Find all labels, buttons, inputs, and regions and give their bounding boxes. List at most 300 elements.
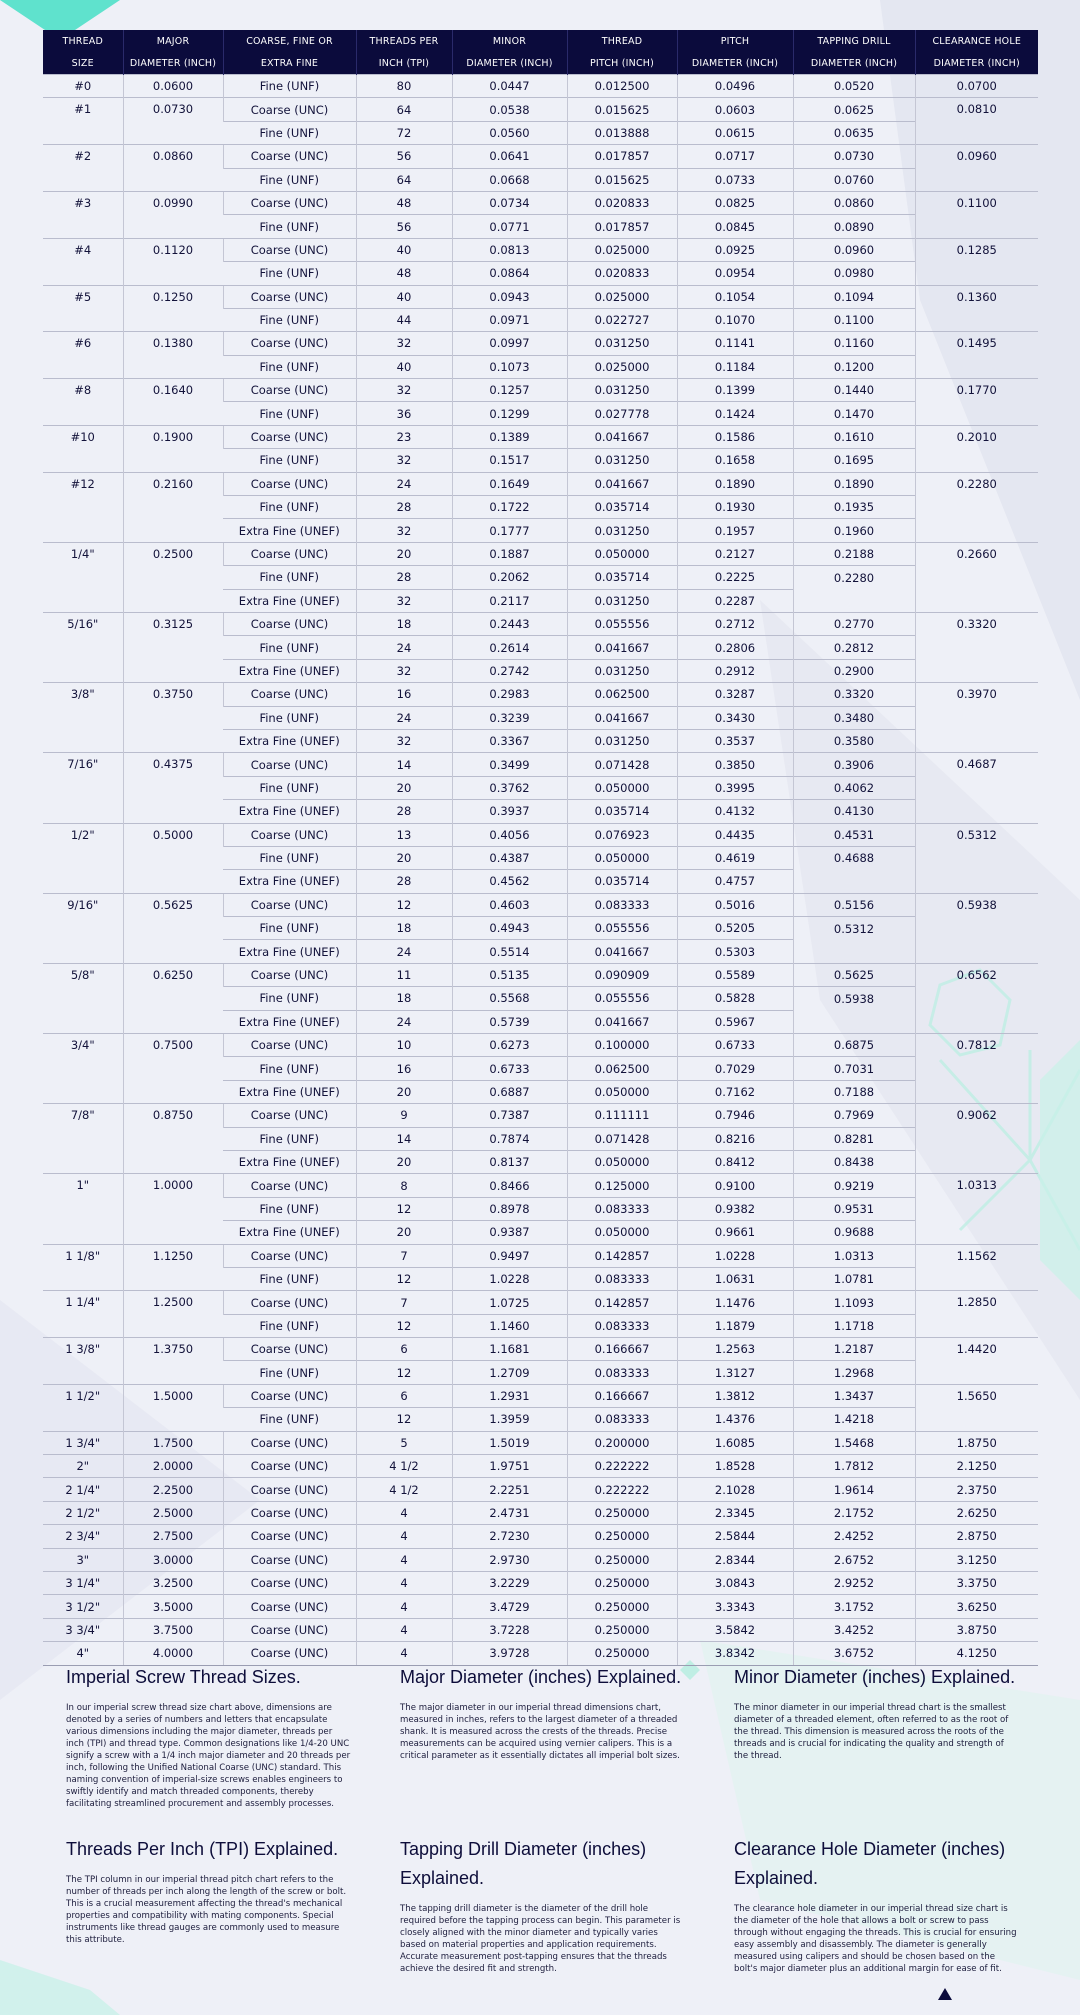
tpi-cell: 64 <box>356 98 452 121</box>
pitch-diameter-cell: 0.3850 <box>677 753 793 776</box>
header-row-1 <box>43 30 1038 52</box>
tapping-drill-cell: 0.0960 <box>793 238 915 261</box>
major-diameter-cell: 3.0000 <box>123 1548 223 1571</box>
thread-pitch-cell: 0.017857 <box>567 145 677 168</box>
thread-pitch-cell: 0.062500 <box>567 683 677 706</box>
tpi-cell: 28 <box>356 496 452 519</box>
pitch-diameter-cell: 1.0228 <box>677 1244 793 1267</box>
tapping-drill-cell: 0.5156 <box>793 893 915 916</box>
thread-pitch-cell: 0.041667 <box>567 472 677 495</box>
pitch-diameter-cell: 2.5844 <box>677 1525 793 1548</box>
major-diameter-cell: 0.0600 <box>123 75 223 98</box>
thread-type-cell: Fine (UNF) <box>223 776 356 799</box>
minor-diameter-cell: 0.8978 <box>452 1197 567 1220</box>
tpi-cell: 4 1/2 <box>356 1455 452 1478</box>
col-header-thread-size-line1: THREAD <box>43 30 123 52</box>
thread-pitch-cell: 0.031250 <box>567 519 677 542</box>
minor-diameter-cell: 0.0943 <box>452 285 567 308</box>
tpi-cell: 23 <box>356 425 452 448</box>
table-row <box>43 1338 1038 1361</box>
thread-pitch-cell: 0.090909 <box>567 963 677 986</box>
thread-pitch-cell: 0.022727 <box>567 308 677 331</box>
tpi-cell: 32 <box>356 379 452 402</box>
minor-diameter-cell: 0.0560 <box>452 121 567 144</box>
tapping-drill-cell: 0.1094 <box>793 285 915 308</box>
thread-pitch-cell: 0.020833 <box>567 262 677 285</box>
tapping-drill-cell: 0.5938 <box>793 987 915 1010</box>
pitch-diameter-cell: 3.3343 <box>677 1595 793 1618</box>
major-diameter-cell: 0.1120 <box>123 238 223 285</box>
thread-type-cell: Coarse (UNC) <box>223 753 356 776</box>
pitch-diameter-cell: 0.1930 <box>677 496 793 519</box>
tpi-cell: 8 <box>356 1174 452 1197</box>
thread-type-cell: Coarse (UNC) <box>223 1595 356 1618</box>
pitch-diameter-cell: 0.2912 <box>677 659 793 682</box>
thread-type-cell: Fine (UNF) <box>223 262 356 285</box>
tpi-cell: 56 <box>356 145 452 168</box>
table-row <box>43 1384 1038 1407</box>
minor-diameter-cell: 0.2983 <box>452 683 567 706</box>
thread-size-cell: 3/8" <box>43 683 123 753</box>
minor-diameter-cell: 0.4603 <box>452 893 567 916</box>
table-row <box>43 683 1038 706</box>
major-diameter-cell: 1.7500 <box>123 1431 223 1454</box>
tpi-cell: 80 <box>356 75 452 98</box>
thread-type-cell: Coarse (UNC) <box>223 1478 356 1501</box>
thread-pitch-cell: 0.031250 <box>567 729 677 752</box>
minor-diameter-cell: 0.4943 <box>452 917 567 940</box>
tpi-cell: 20 <box>356 846 452 869</box>
major-diameter-cell: 1.0000 <box>123 1174 223 1244</box>
tpi-cell: 20 <box>356 1221 452 1244</box>
minor-diameter-cell: 0.0538 <box>452 98 567 121</box>
major-diameter-cell: 0.5625 <box>123 893 223 963</box>
tapping-drill-cell: 2.9252 <box>793 1572 915 1595</box>
table-row <box>43 1478 1038 1501</box>
tapping-drill-cell: 0.2812 <box>793 636 915 659</box>
thread-pitch-cell: 0.166667 <box>567 1384 677 1407</box>
thread-type-cell: Fine (UNF) <box>223 1267 356 1290</box>
section-body: The major diameter in our imperial thread dimensions chart, measured in inches, refers to the largest diameter of a threaded shank. It is measured across the crests of the threads. Precise measurements can be acquired using vernier calipers. This is a critical parameter as it essentially dictates all imperial bolt sizes. <box>400 1703 680 1761</box>
thread-pitch-cell: 0.222222 <box>567 1455 677 1478</box>
thread-pitch-cell: 0.015625 <box>567 98 677 121</box>
tpi-cell: 13 <box>356 823 452 846</box>
tapping-drill-cell: 0.1200 <box>793 355 915 378</box>
tpi-cell: 48 <box>356 191 452 214</box>
tpi-cell: 6 <box>356 1338 452 1361</box>
thread-pitch-cell: 0.083333 <box>567 1314 677 1337</box>
tapping-drill-cell: 0.0890 <box>793 215 915 238</box>
tapping-drill-cell: 0.0520 <box>793 75 915 98</box>
major-diameter-cell: 1.3750 <box>123 1338 223 1385</box>
pitch-diameter-cell: 0.7946 <box>677 1104 793 1127</box>
thread-size-cell: 1/4" <box>43 542 123 612</box>
thread-size-cell: 1 3/8" <box>43 1338 123 1385</box>
tpi-cell: 18 <box>356 917 452 940</box>
clearance-hole-cell: 0.1770 <box>915 379 1038 426</box>
thread-pitch-cell: 0.250000 <box>567 1548 677 1571</box>
tpi-cell: 32 <box>356 332 452 355</box>
thread-pitch-cell: 0.055556 <box>567 612 677 635</box>
pitch-diameter-cell: 0.2127 <box>677 542 793 565</box>
tpi-cell: 4 1/2 <box>356 1478 452 1501</box>
thread-pitch-cell: 0.250000 <box>567 1501 677 1524</box>
thread-type-cell: Coarse (UNC) <box>223 1104 356 1127</box>
clearance-hole-cell: 4.1250 <box>915 1642 1038 1665</box>
tapping-drill-cell: 0.2770 <box>793 612 915 635</box>
pitch-diameter-cell: 0.5589 <box>677 963 793 986</box>
tapping-drill-cell: 2.4252 <box>793 1525 915 1548</box>
pitch-diameter-cell: 0.2225 <box>677 566 793 589</box>
thread-type-cell: Coarse (UNC) <box>223 963 356 986</box>
major-diameter-cell: 0.8750 <box>123 1104 223 1174</box>
tpi-cell: 7 <box>356 1244 452 1267</box>
pitch-diameter-cell: 0.7162 <box>677 1080 793 1103</box>
thread-pitch-cell: 0.050000 <box>567 542 677 565</box>
pitch-diameter-cell: 0.5303 <box>677 940 793 963</box>
tapping-drill-cell: 0.1610 <box>793 425 915 448</box>
thread-size-cell: #0 <box>43 75 123 98</box>
thread-type-cell: Coarse (UNC) <box>223 1501 356 1524</box>
tpi-cell: 12 <box>356 1408 452 1431</box>
clearance-hole-cell: 0.0810 <box>915 98 1038 145</box>
section-tpi <box>66 1835 351 1946</box>
thread-pitch-cell: 0.041667 <box>567 425 677 448</box>
clearance-hole-cell: 3.1250 <box>915 1548 1038 1571</box>
major-diameter-cell: 3.2500 <box>123 1572 223 1595</box>
section-body: The minor diameter in our imperial thread chart is the smallest diameter of a threaded element, often referred to as the root of the thread. This dimension is measured across the roots of the threads and is crucial for indicating the quality and strength of the thread. <box>734 1703 1009 1761</box>
thread-pitch-cell: 0.250000 <box>567 1595 677 1618</box>
tpi-cell: 4 <box>356 1618 452 1641</box>
tapping-drill-cell: 0.3580 <box>793 729 915 752</box>
pitch-diameter-cell: 2.3345 <box>677 1501 793 1524</box>
thread-size-cell: 9/16" <box>43 893 123 963</box>
thread-type-cell: Fine (UNF) <box>223 402 356 425</box>
tapping-drill-cell: 1.0313 <box>793 1244 915 1267</box>
minor-diameter-cell: 0.0864 <box>452 262 567 285</box>
clearance-hole-cell: 0.7812 <box>915 1034 1038 1104</box>
tpi-cell: 4 <box>356 1501 452 1524</box>
thread-pitch-cell: 0.050000 <box>567 1080 677 1103</box>
minor-diameter-cell: 0.0813 <box>452 238 567 261</box>
pitch-diameter-cell: 1.1879 <box>677 1314 793 1337</box>
minor-diameter-cell: 0.5568 <box>452 987 567 1010</box>
tpi-cell: 20 <box>356 542 452 565</box>
thread-type-cell: Fine (UNF) <box>223 846 356 869</box>
minor-diameter-cell: 0.0771 <box>452 215 567 238</box>
clearance-hole-cell: 0.6562 <box>915 963 1038 1033</box>
pitch-diameter-cell: 0.1141 <box>677 332 793 355</box>
tapping-drill-cell: 0.4062 <box>793 776 915 799</box>
tpi-cell: 14 <box>356 1127 452 1150</box>
tapping-drill-cell: 0.9688 <box>793 1221 915 1244</box>
minor-diameter-cell: 1.2709 <box>452 1361 567 1384</box>
major-diameter-cell: 3.5000 <box>123 1595 223 1618</box>
pitch-diameter-cell: 0.0825 <box>677 191 793 214</box>
section-title: Minor Diameter (inches) Explained. <box>734 1667 1016 1687</box>
thread-type-cell: Coarse (UNC) <box>223 1431 356 1454</box>
tpi-cell: 12 <box>356 1267 452 1290</box>
pitch-diameter-cell: 0.0845 <box>677 215 793 238</box>
tpi-cell: 36 <box>356 402 452 425</box>
tpi-cell: 20 <box>356 1080 452 1103</box>
major-diameter-cell: 2.5000 <box>123 1501 223 1524</box>
tapping-drill-cell: 0.5625 <box>793 963 915 986</box>
minor-diameter-cell: 0.9497 <box>452 1244 567 1267</box>
tapping-drill-cell: 0.8438 <box>793 1150 915 1173</box>
tpi-cell: 32 <box>356 729 452 752</box>
tapping-drill-cell: 0.0730 <box>793 145 915 168</box>
tapping-drill-cell: 0.4130 <box>793 800 915 823</box>
clearance-hole-cell: 1.4420 <box>915 1338 1038 1385</box>
pitch-diameter-cell: 0.4132 <box>677 800 793 823</box>
col-header-pitch-diameter-line1: PITCH <box>677 30 793 52</box>
thread-type-cell: Fine (UNF) <box>223 1314 356 1337</box>
minor-diameter-cell: 0.5135 <box>452 963 567 986</box>
thread-type-cell: Extra Fine (UNEF) <box>223 519 356 542</box>
thread-type-cell: Extra Fine (UNEF) <box>223 1221 356 1244</box>
thread-type-cell: Fine (UNF) <box>223 496 356 519</box>
thread-size-cell: #8 <box>43 379 123 426</box>
tapping-drill-cell <box>793 870 915 893</box>
pitch-diameter-cell: 1.8528 <box>677 1455 793 1478</box>
major-diameter-cell: 3.7500 <box>123 1618 223 1641</box>
header-row-2 <box>43 52 1038 75</box>
tpi-cell: 16 <box>356 683 452 706</box>
pitch-diameter-cell: 0.7029 <box>677 1057 793 1080</box>
thread-size-cell: #10 <box>43 425 123 472</box>
pitch-diameter-cell: 1.3812 <box>677 1384 793 1407</box>
tapping-drill-cell: 0.1160 <box>793 332 915 355</box>
tapping-drill-cell: 0.1890 <box>793 472 915 495</box>
tpi-cell: 28 <box>356 566 452 589</box>
tapping-drill-cell <box>793 1010 915 1033</box>
tpi-cell: 24 <box>356 472 452 495</box>
clearance-hole-cell: 1.5650 <box>915 1384 1038 1431</box>
clearance-hole-cell: 0.1100 <box>915 191 1038 238</box>
pitch-diameter-cell: 0.3287 <box>677 683 793 706</box>
minor-diameter-cell: 0.2443 <box>452 612 567 635</box>
tapping-drill-cell: 0.1100 <box>793 308 915 331</box>
thread-type-cell: Fine (UNF) <box>223 1127 356 1150</box>
table-row <box>43 1034 1038 1057</box>
thread-pitch-cell: 0.250000 <box>567 1642 677 1665</box>
tapping-drill-cell: 3.1752 <box>793 1595 915 1618</box>
pitch-diameter-cell: 0.4619 <box>677 846 793 869</box>
table-row <box>43 98 1038 121</box>
tpi-cell: 12 <box>356 893 452 916</box>
thread-size-cell: 2 1/2" <box>43 1501 123 1524</box>
tpi-cell: 4 <box>356 1572 452 1595</box>
table-row <box>43 1618 1038 1641</box>
tapping-drill-cell: 1.7812 <box>793 1455 915 1478</box>
pitch-diameter-cell: 0.4435 <box>677 823 793 846</box>
thread-type-cell: Fine (UNF) <box>223 1408 356 1431</box>
pitch-diameter-cell: 0.3537 <box>677 729 793 752</box>
thread-pitch-cell: 0.062500 <box>567 1057 677 1080</box>
pitch-diameter-cell: 0.8216 <box>677 1127 793 1150</box>
pitch-diameter-cell: 1.4376 <box>677 1408 793 1431</box>
tpi-cell: 10 <box>356 1034 452 1057</box>
tpi-cell: 7 <box>356 1291 452 1314</box>
thread-type-cell: Coarse (UNC) <box>223 98 356 121</box>
thread-type-cell: Coarse (UNC) <box>223 425 356 448</box>
pitch-diameter-cell: 0.5967 <box>677 1010 793 1033</box>
major-diameter-cell: 1.2500 <box>123 1291 223 1338</box>
tpi-cell: 28 <box>356 800 452 823</box>
pitch-diameter-cell: 0.2806 <box>677 636 793 659</box>
minor-diameter-cell: 0.2614 <box>452 636 567 659</box>
thread-pitch-cell: 0.025000 <box>567 285 677 308</box>
tapping-drill-cell: 0.4688 <box>793 846 915 869</box>
tpi-cell: 14 <box>356 753 452 776</box>
clearance-hole-cell: 0.3320 <box>915 612 1038 682</box>
thread-pitch-cell: 0.071428 <box>567 753 677 776</box>
thread-pitch-cell: 0.041667 <box>567 636 677 659</box>
thread-pitch-cell: 0.027778 <box>567 402 677 425</box>
clearance-hole-cell: 1.0313 <box>915 1174 1038 1244</box>
thread-type-cell: Coarse (UNC) <box>223 1244 356 1267</box>
pitch-diameter-cell: 3.5842 <box>677 1618 793 1641</box>
tpi-cell: 5 <box>356 1431 452 1454</box>
thread-size-cell: 1 1/8" <box>43 1244 123 1291</box>
thread-type-cell: Fine (UNF) <box>223 1361 356 1384</box>
tapping-drill-cell: 0.3480 <box>793 706 915 729</box>
clearance-hole-cell: 0.3970 <box>915 683 1038 753</box>
table-row <box>43 893 1038 916</box>
thread-pitch-cell: 0.012500 <box>567 75 677 98</box>
tapping-drill-cell: 0.3906 <box>793 753 915 776</box>
thread-size-cell: #5 <box>43 285 123 332</box>
minor-diameter-cell: 0.7387 <box>452 1104 567 1127</box>
pitch-diameter-cell: 0.2287 <box>677 589 793 612</box>
pitch-diameter-cell: 0.4757 <box>677 870 793 893</box>
section-tapping-drill <box>400 1835 685 1975</box>
tapping-drill-cell: 1.2968 <box>793 1361 915 1384</box>
pitch-diameter-cell: 0.9382 <box>677 1197 793 1220</box>
major-diameter-cell: 4.0000 <box>123 1642 223 1665</box>
section-minor-diameter <box>734 1663 1019 1762</box>
thread-type-cell: Fine (UNF) <box>223 636 356 659</box>
minor-diameter-cell: 0.1722 <box>452 496 567 519</box>
thread-type-cell: Fine (UNF) <box>223 215 356 238</box>
thread-type-cell: Coarse (UNC) <box>223 472 356 495</box>
tpi-cell: 12 <box>356 1361 452 1384</box>
major-diameter-cell: 0.0860 <box>123 145 223 192</box>
thread-size-cell: 1 3/4" <box>43 1431 123 1454</box>
tapping-drill-cell: 3.4252 <box>793 1618 915 1641</box>
thread-size-cell: #3 <box>43 191 123 238</box>
pitch-diameter-cell: 0.5828 <box>677 987 793 1010</box>
minor-diameter-cell: 0.4056 <box>452 823 567 846</box>
table-row <box>43 191 1038 214</box>
section-title: Clearance Hole Diameter (inches) Explained. <box>734 1839 1006 1888</box>
table-row <box>43 612 1038 635</box>
section-thread-sizes <box>66 1663 351 1810</box>
tapping-drill-cell <box>793 940 915 963</box>
minor-diameter-cell: 0.3499 <box>452 753 567 776</box>
thread-type-cell: Coarse (UNC) <box>223 332 356 355</box>
thread-pitch-cell: 0.100000 <box>567 1034 677 1057</box>
thread-pitch-cell: 0.111111 <box>567 1104 677 1127</box>
tpi-cell: 4 <box>356 1525 452 1548</box>
tpi-cell: 40 <box>356 238 452 261</box>
major-diameter-cell: 0.2160 <box>123 472 223 542</box>
section-title: Tapping Drill Diameter (inches) Explained. <box>400 1839 647 1888</box>
pitch-diameter-cell: 0.1658 <box>677 449 793 472</box>
tapping-drill-cell: 0.0635 <box>793 121 915 144</box>
table-row <box>43 1291 1038 1314</box>
tapping-drill-cell: 0.7969 <box>793 1104 915 1127</box>
clearance-hole-cell: 1.2850 <box>915 1291 1038 1338</box>
table-body <box>43 75 1038 1666</box>
tpi-cell: 4 <box>356 1548 452 1571</box>
minor-diameter-cell: 2.9730 <box>452 1548 567 1571</box>
pitch-diameter-cell: 0.3995 <box>677 776 793 799</box>
table-row <box>43 238 1038 261</box>
tpi-cell: 40 <box>356 355 452 378</box>
thread-pitch-cell: 0.083333 <box>567 893 677 916</box>
col-header-thread-size-line2: SIZE <box>43 52 123 75</box>
pitch-diameter-cell: 0.1957 <box>677 519 793 542</box>
tpi-cell: 72 <box>356 121 452 144</box>
section-title: Major Diameter (inches) Explained. <box>400 1667 682 1687</box>
major-diameter-cell: 0.1250 <box>123 285 223 332</box>
thread-size-cell: 2" <box>43 1455 123 1478</box>
section-body: The TPI column in our imperial thread pitch chart refers to the number of threads per inch along the length of the screw or bolt. This is a crucial measurement affecting the thread's mechanical properties and compatibility with mating components. Special instruments like thread gauges are commonly used to measure this attribute. <box>66 1875 347 1945</box>
major-diameter-cell: 0.5000 <box>123 823 223 893</box>
major-diameter-cell: 0.1900 <box>123 425 223 472</box>
thread-type-cell: Coarse (UNC) <box>223 893 356 916</box>
thread-size-cell: 3" <box>43 1548 123 1571</box>
tapping-drill-cell: 0.7031 <box>793 1057 915 1080</box>
col-header-major-diameter-line2: DIAMETER (INCH) <box>123 52 223 75</box>
minor-diameter-cell: 0.9387 <box>452 1221 567 1244</box>
thread-type-cell: Coarse (UNC) <box>223 1384 356 1407</box>
major-diameter-cell: 0.0990 <box>123 191 223 238</box>
pitch-diameter-cell: 0.1070 <box>677 308 793 331</box>
thread-type-cell: Coarse (UNC) <box>223 1291 356 1314</box>
thread-type-cell: Fine (UNF) <box>223 987 356 1010</box>
minor-diameter-cell: 2.7230 <box>452 1525 567 1548</box>
tpi-cell: 18 <box>356 612 452 635</box>
thread-type-cell: Coarse (UNC) <box>223 1548 356 1571</box>
thread-pitch-cell: 0.083333 <box>567 1361 677 1384</box>
tpi-cell: 12 <box>356 1314 452 1337</box>
pitch-diameter-cell: 1.2563 <box>677 1338 793 1361</box>
minor-diameter-cell: 0.7874 <box>452 1127 567 1150</box>
tpi-cell: 56 <box>356 215 452 238</box>
tapping-drill-cell: 0.1440 <box>793 379 915 402</box>
major-diameter-cell: 2.2500 <box>123 1478 223 1501</box>
minor-diameter-cell: 0.6887 <box>452 1080 567 1103</box>
minor-diameter-cell: 0.0447 <box>452 75 567 98</box>
col-header-clearance-hole-line1: CLEARANCE HOLE <box>915 30 1038 52</box>
minor-diameter-cell: 2.4731 <box>452 1501 567 1524</box>
clearance-hole-cell: 0.5938 <box>915 893 1038 963</box>
thread-type-cell: Extra Fine (UNEF) <box>223 800 356 823</box>
tapping-drill-cell: 1.4218 <box>793 1408 915 1431</box>
pitch-diameter-cell: 0.1890 <box>677 472 793 495</box>
minor-diameter-cell: 2.2251 <box>452 1478 567 1501</box>
minor-diameter-cell: 0.0971 <box>452 308 567 331</box>
tpi-cell: 24 <box>356 940 452 963</box>
thread-type-cell: Coarse (UNC) <box>223 1642 356 1665</box>
thread-pitch-cell: 0.031250 <box>567 659 677 682</box>
pitch-diameter-cell: 1.3127 <box>677 1361 793 1384</box>
tapping-drill-cell: 0.1960 <box>793 519 915 542</box>
minor-diameter-cell: 0.8466 <box>452 1174 567 1197</box>
